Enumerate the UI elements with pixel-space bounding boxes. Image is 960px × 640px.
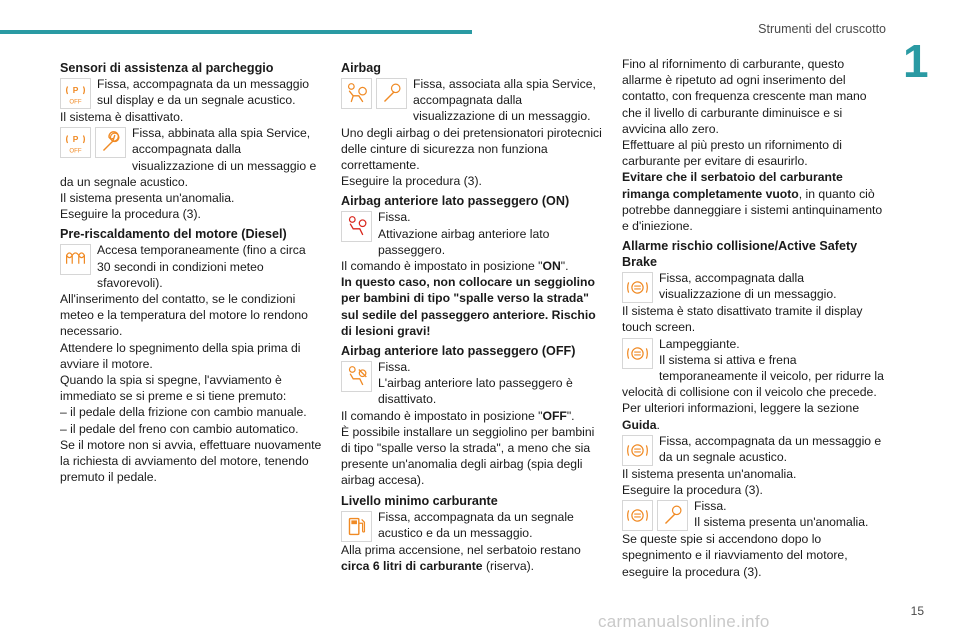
heading-airbag: Airbag [341,61,381,75]
entry-text: Fissa. [378,210,411,225]
entry-text: Fissa. [694,499,727,514]
column-1 [60,56,322,485]
paragraph: È possibile installare un seggiolino per bambini di tipo "spalle verso la strada", a meno che sia presente un'anomalia degli airbag (spia degli airbag accesa). [341,424,595,488]
entry-parking-off [60,76,322,109]
entry-airbag [341,76,603,125]
warning-paragraph: In questo caso, non collocare un seggiolino per bambini di tipo "spalle verso la strada" sul sedile del passeggero anteriore. Rischio di lesioni gravi! [341,275,596,338]
header-accent-bar [0,30,472,34]
entry-parking-fault [60,125,322,190]
entry-text: L'airbag anteriore lato passeggero è disattivato. [378,376,573,407]
entry-text: Fissa. [378,360,411,375]
entry-text: Il sistema si attiva e frena temporaneamente il veicolo, per ridurre la velocità di collisione con il veicolo che precede. [622,352,884,400]
svg-text:P: P [72,85,79,96]
entry-text: Fissa, accompagnata da un messaggio e da un segnale acustico. [659,433,882,465]
entry-text: Fissa, accompagnata da un messaggio sul display e da un segnale acustico. [97,77,310,108]
collision-alert-icon [622,500,653,531]
paragraph: Attendere lo spegnimento della spia prima di avviare il motore. [60,340,301,371]
entry-airbag-on [341,209,603,258]
column-2 [341,56,603,574]
list-item: – il pedale della frizione con cambio manuale. [60,405,307,420]
service-wrench-icon [95,127,126,158]
heading-collision-alert: Allarme rischio collisione/Active Safety Brake [622,239,858,270]
heading-airbag-off: Airbag anteriore lato passeggero (OFF) [341,344,576,359]
paragraph: Eseguire la procedura (3). [341,174,482,189]
collision-alert-icon [622,435,653,466]
paragraph: Quando la spia si spegne, l'avviamento è immediato se si preme e si tiene premuto: [60,373,287,404]
parking-sensor-off-icon [60,78,91,109]
paragraph: Se queste spie si accendono dopo lo spegnimento e il riavviamento del motore, eseguire la procedura (3). [622,532,848,579]
entry-text: Attivazione airbag anteriore lato passeggero. [378,226,550,257]
entry-text: Il sistema presenta un'anomalia. [694,515,869,530]
paragraph: Il sistema presenta un'anomalia. [622,466,797,481]
entry-fuel [341,509,603,542]
paragraph: Il sistema è stato disattivato tramite il display touch screen. [622,304,863,335]
heading-preheating: Pre-riscaldamento del motore (Diesel) [60,227,287,242]
heading-fuel: Livello minimo carburante [341,493,498,508]
paragraph: Effettuare al più presto un rifornimento di carburante per evitare di esaurirlo. [622,138,842,169]
paragraph: Il comando è impostato in posizione "ON". [341,259,569,274]
chapter-number: 1 [903,35,929,87]
paragraph: Alla prima accensione, nel serbatoio restano circa 6 litri di carburante (riserva). [341,542,581,573]
paragraph: All'inserimento del contatto, se le condizioni meteo e la temperatura del motore lo rendono necessario. [60,292,308,339]
airbag-on-icon [341,211,372,242]
list-item: – il pedale del freno con cambio automatico. [60,421,299,436]
entry-text: Fissa, accompagnata dalla visualizzazione di un messaggio. [659,271,837,302]
svg-text:OFF: OFF [69,147,82,155]
paragraph: Il comando è impostato in posizione "OFF". [341,408,575,423]
paragraph: Fino al rifornimento di carburante, questo allarme è ripetuto ad ogni inserimento del contatto, con frequenza crescente man mano che il livello di carburante diminuisce e si avvicina allo zero. [622,57,867,136]
paragraph: Evitare che il serbatoio del carburante rimanga completamente vuoto, in quanto ciò potrebbe danneggiare i sistemi antinquinamento e d'iniezione. [622,170,883,234]
collision-alert-icon [622,338,653,369]
entry-text: Fissa, abbinata alla spia Service, accompagnata dalla visualizzazione di un messaggio e da un segnale acustico. [60,126,317,189]
parking-sensor-off-icon [60,127,91,158]
entry-collision-fault [622,433,884,466]
svg-text:P: P [72,134,79,145]
paragraph: Il sistema presenta un'anomalia. [60,191,235,206]
service-wrench-icon [376,78,407,109]
entry-text: Fissa, associata alla spia Service, accompagnata dalla visualizzazione di un messaggio. [413,77,596,124]
entry-collision-off [622,270,884,303]
entry-preheat [60,242,322,291]
service-wrench-icon [657,500,688,531]
entry-text: Lampeggiante. [659,336,740,351]
entry-collision-service [622,498,884,531]
heading-airbag-on: Airbag anteriore lato passeggero (ON) [341,194,570,209]
entry-collision-flashing [622,336,884,401]
paragraph: Uno degli airbag o dei pretensionatori pirotecnici delle cinture di sicurezza non funziona correttamente. [341,125,602,173]
paragraph: Se il motore non si avvia, effettuare nuovamente la richiesta di avviamento del motore, tenendo premuto il pedale. [60,437,322,485]
entry-text: Fissa, accompagnata da un segnale acustico e da un messaggio. [378,509,574,540]
paragraph: Eseguire la procedura (3). [622,483,763,498]
fuel-pump-icon [341,511,372,542]
column-3 [622,56,884,580]
heading-parking-sensors: Sensori di assistenza al parcheggio [60,61,274,75]
section-title: Strumenti del cruscotto [758,22,886,36]
entry-airbag-off [341,359,603,408]
airbag-off-icon [341,361,372,392]
paragraph: Per ulteriori informazioni, leggere la sezione Guida. [622,401,860,432]
airbag-icon [341,78,372,109]
paragraph: Eseguire la procedura (3). [60,207,201,222]
page-number: 15 [910,604,924,618]
svg-text:OFF: OFF [69,98,82,106]
watermark: carmanualsonline.info [598,612,770,631]
paragraph: Il sistema è disattivato. [60,110,184,124]
collision-alert-icon [622,272,653,303]
preheat-glow-plug-icon [60,244,91,275]
entry-text: Accesa temporaneamente (fino a circa 30 secondi in condizioni meteo sfavorevoli). [97,243,306,290]
